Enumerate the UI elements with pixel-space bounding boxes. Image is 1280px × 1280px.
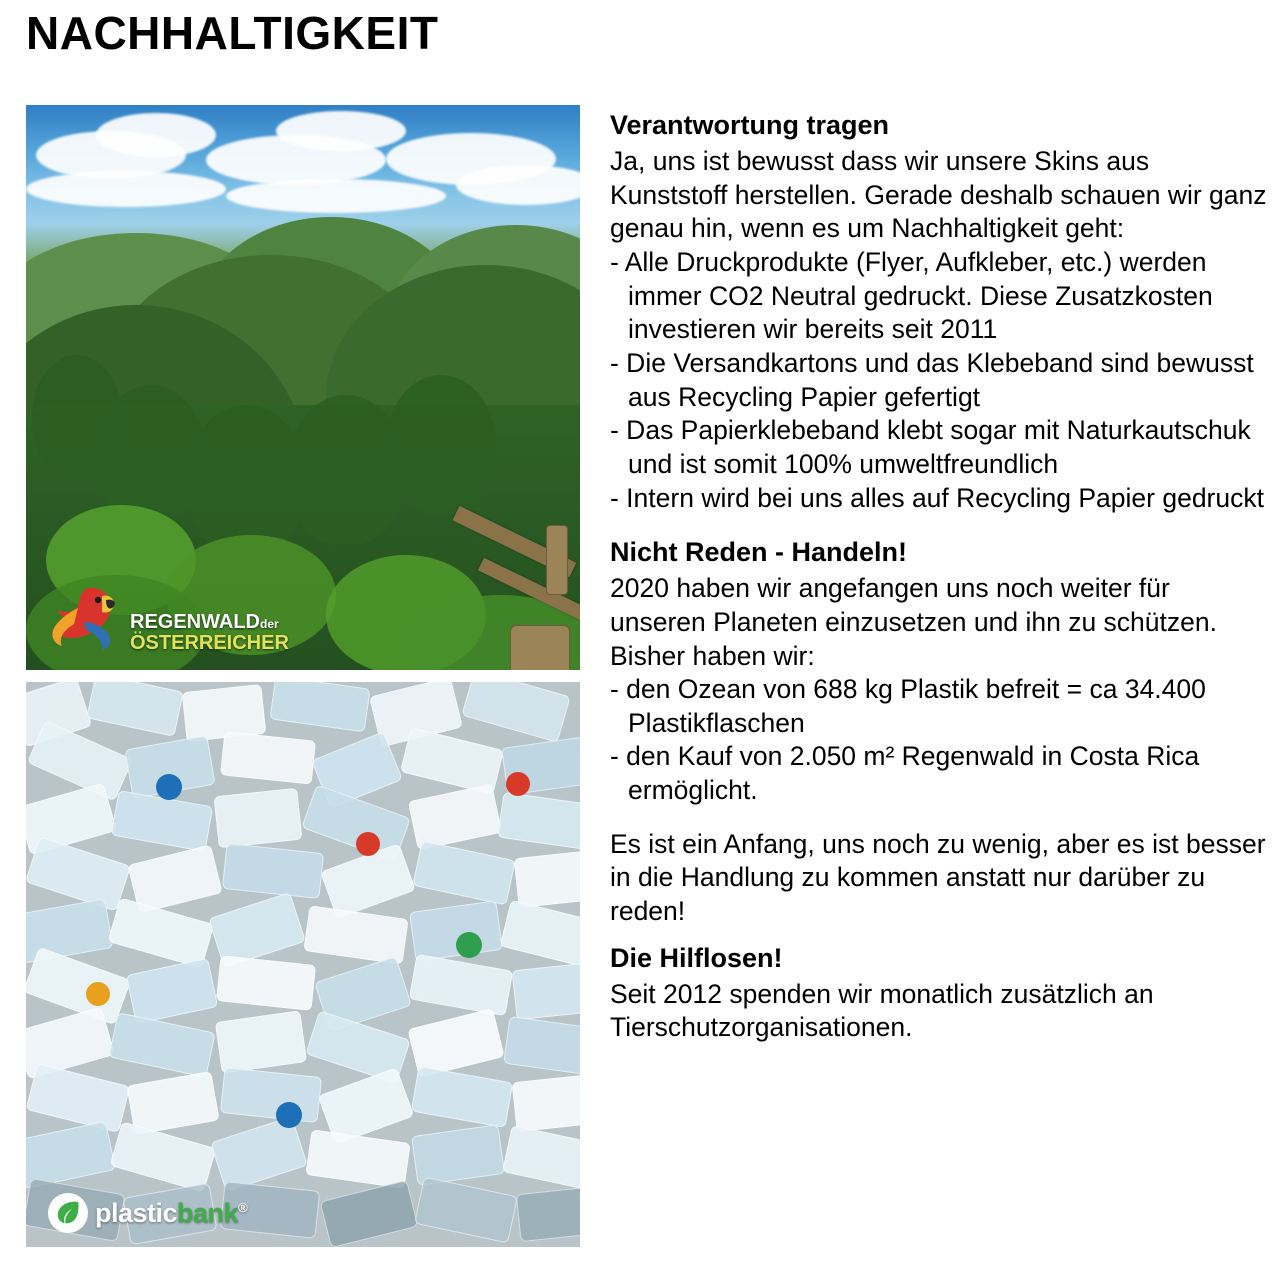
section-die-hilflosen (610, 941, 1270, 1045)
railing-post-shape (546, 525, 568, 595)
bottle-shape (320, 1180, 419, 1247)
section-paragraph: Ja, uns ist bewusst dass wir unsere Skins aus Kunststoff herstellen. Gerade deshalb schauen wir ganz genau hin, wenn es um Nachhaltigkeit geht: (610, 146, 1267, 244)
section-bullets (610, 673, 1270, 808)
bottle-shape (512, 1074, 580, 1132)
section-verantwortung (610, 108, 1270, 515)
bottle-shape (214, 788, 303, 848)
bottle-shape (503, 1016, 580, 1076)
text-column (610, 108, 1270, 1045)
bottle-shape (414, 1177, 518, 1244)
plastic-bottles-photo (26, 682, 580, 1247)
bottle-shape (86, 682, 184, 737)
section-paragraph: Seit 2012 spenden wir monatlich zusätzlich an Tierschutzorganisationen. (610, 978, 1154, 1043)
bottle-shape (222, 843, 324, 899)
regenwald-line1-suffix: der (260, 617, 279, 631)
bottle-shape (220, 731, 316, 784)
bottle-shape (303, 905, 408, 964)
plasticbank-registered-mark: ® (238, 1199, 248, 1215)
bottle-shape (26, 836, 131, 911)
leaf-icon (48, 1193, 88, 1233)
spacer (610, 929, 1270, 941)
section-nicht-reden-handeln (610, 535, 1270, 929)
bottle-shape (108, 1012, 215, 1078)
bottle-shape (409, 954, 513, 1016)
bottle-cap-shape (506, 772, 530, 796)
bottle-shape (215, 1010, 307, 1073)
spacer (610, 515, 1270, 535)
image-column (26, 105, 580, 1247)
bottle-shape (512, 962, 580, 1021)
section-heading: Verantwortung tragen (610, 110, 890, 140)
bottle-shape (408, 784, 503, 851)
bottle-shape (411, 1066, 514, 1128)
bottle-shape (269, 682, 370, 732)
bottle-shape (411, 1124, 505, 1186)
bottle-shape (111, 790, 214, 852)
section-subline: Bisher haben wir: (610, 640, 815, 671)
bottle-cap-shape (456, 932, 482, 958)
bottle-shape (210, 1116, 308, 1192)
regenwald-line2: ÖSTERREICHER (130, 632, 289, 654)
spacer (610, 808, 1270, 828)
bottle-shape (305, 1129, 410, 1188)
section-heading: Nicht Reden - Handeln! (610, 537, 908, 568)
plasticbank-logo (48, 1193, 247, 1233)
bottle-shape (461, 682, 570, 743)
bottle-cap-shape (356, 832, 380, 856)
plasticbank-word1: plastic (95, 1197, 178, 1228)
section-paragraph: 2020 haben wir angefangen uns noch weiter für unseren Planeten einzusetzen und ihn zu schützen. (610, 573, 1217, 637)
tree-shape (386, 375, 496, 515)
bottle-shape (514, 850, 580, 908)
bottle-cap-shape (276, 1102, 302, 1128)
section-closing: Es ist ein Anfang, uns noch zu wenig, aber es ist besser in die Handlung zu kommen anstatt nur darüber zu reden! (610, 828, 1266, 926)
list-item: - Die Versandkartons und das Klebeband sind bewusst aus Recycling Papier gefertigt (610, 347, 1254, 412)
bottle-shape (182, 684, 267, 742)
bottle-shape (409, 900, 503, 962)
bottle-shape (126, 958, 219, 1024)
regenwald-line1: REGENWALD (130, 611, 260, 633)
cloud-shape (276, 111, 406, 151)
page-title: NACHHALTIGKEIT (26, 7, 439, 59)
bottle-shape (502, 1125, 580, 1191)
section-bullets (610, 246, 1270, 515)
cloud-shape (96, 113, 216, 157)
bottle-cap-shape (86, 982, 110, 1006)
list-item: - Intern wird bei uns alles auf Recycling Papier gedruckt (610, 482, 1264, 513)
bottle-shape (126, 1071, 219, 1135)
bottle-shape (110, 1121, 217, 1192)
bottle-shape (516, 1186, 580, 1242)
bottle-cap-shape (156, 774, 182, 800)
cloud-shape (456, 165, 580, 205)
plasticbank-word2: bank (177, 1197, 239, 1228)
railing-post-shape (510, 625, 570, 670)
rainforest-photo (26, 105, 580, 670)
cloud-shape (26, 171, 226, 207)
list-item: - Das Papierklebeband klebt sogar mit Naturkautschuk und ist somit 100% umweltfreundlich (610, 415, 1251, 479)
bottle-shape (500, 900, 580, 969)
regenwald-logo-text (130, 612, 289, 654)
regenwald-logo (48, 578, 289, 654)
bottle-shape (220, 1067, 322, 1123)
section-heading: Die Hilflosen! (610, 942, 783, 973)
plasticbank-wordmark (95, 1198, 247, 1229)
parrot-icon (48, 578, 122, 654)
list-item: - den Ozean von 688 kg Plastik befreit = ca 34.400 Plastikflaschen (610, 674, 1206, 738)
bottle-shape (412, 841, 515, 906)
bottle-shape (497, 792, 580, 850)
list-item: - den Kauf von 2.050 m² Regenwald in Costa Rica ermöglicht. (610, 741, 1200, 806)
bottle-shape (26, 1063, 130, 1133)
cloud-shape (226, 179, 446, 213)
bottle-shape (216, 955, 316, 1011)
list-item: - Alle Druckprodukte (Flyer, Aufkleber, etc.) werden immer CO2 Neutral gedruckt. Diese Zusatzkosten investieren wir bereits seit 2011 (610, 247, 1213, 345)
